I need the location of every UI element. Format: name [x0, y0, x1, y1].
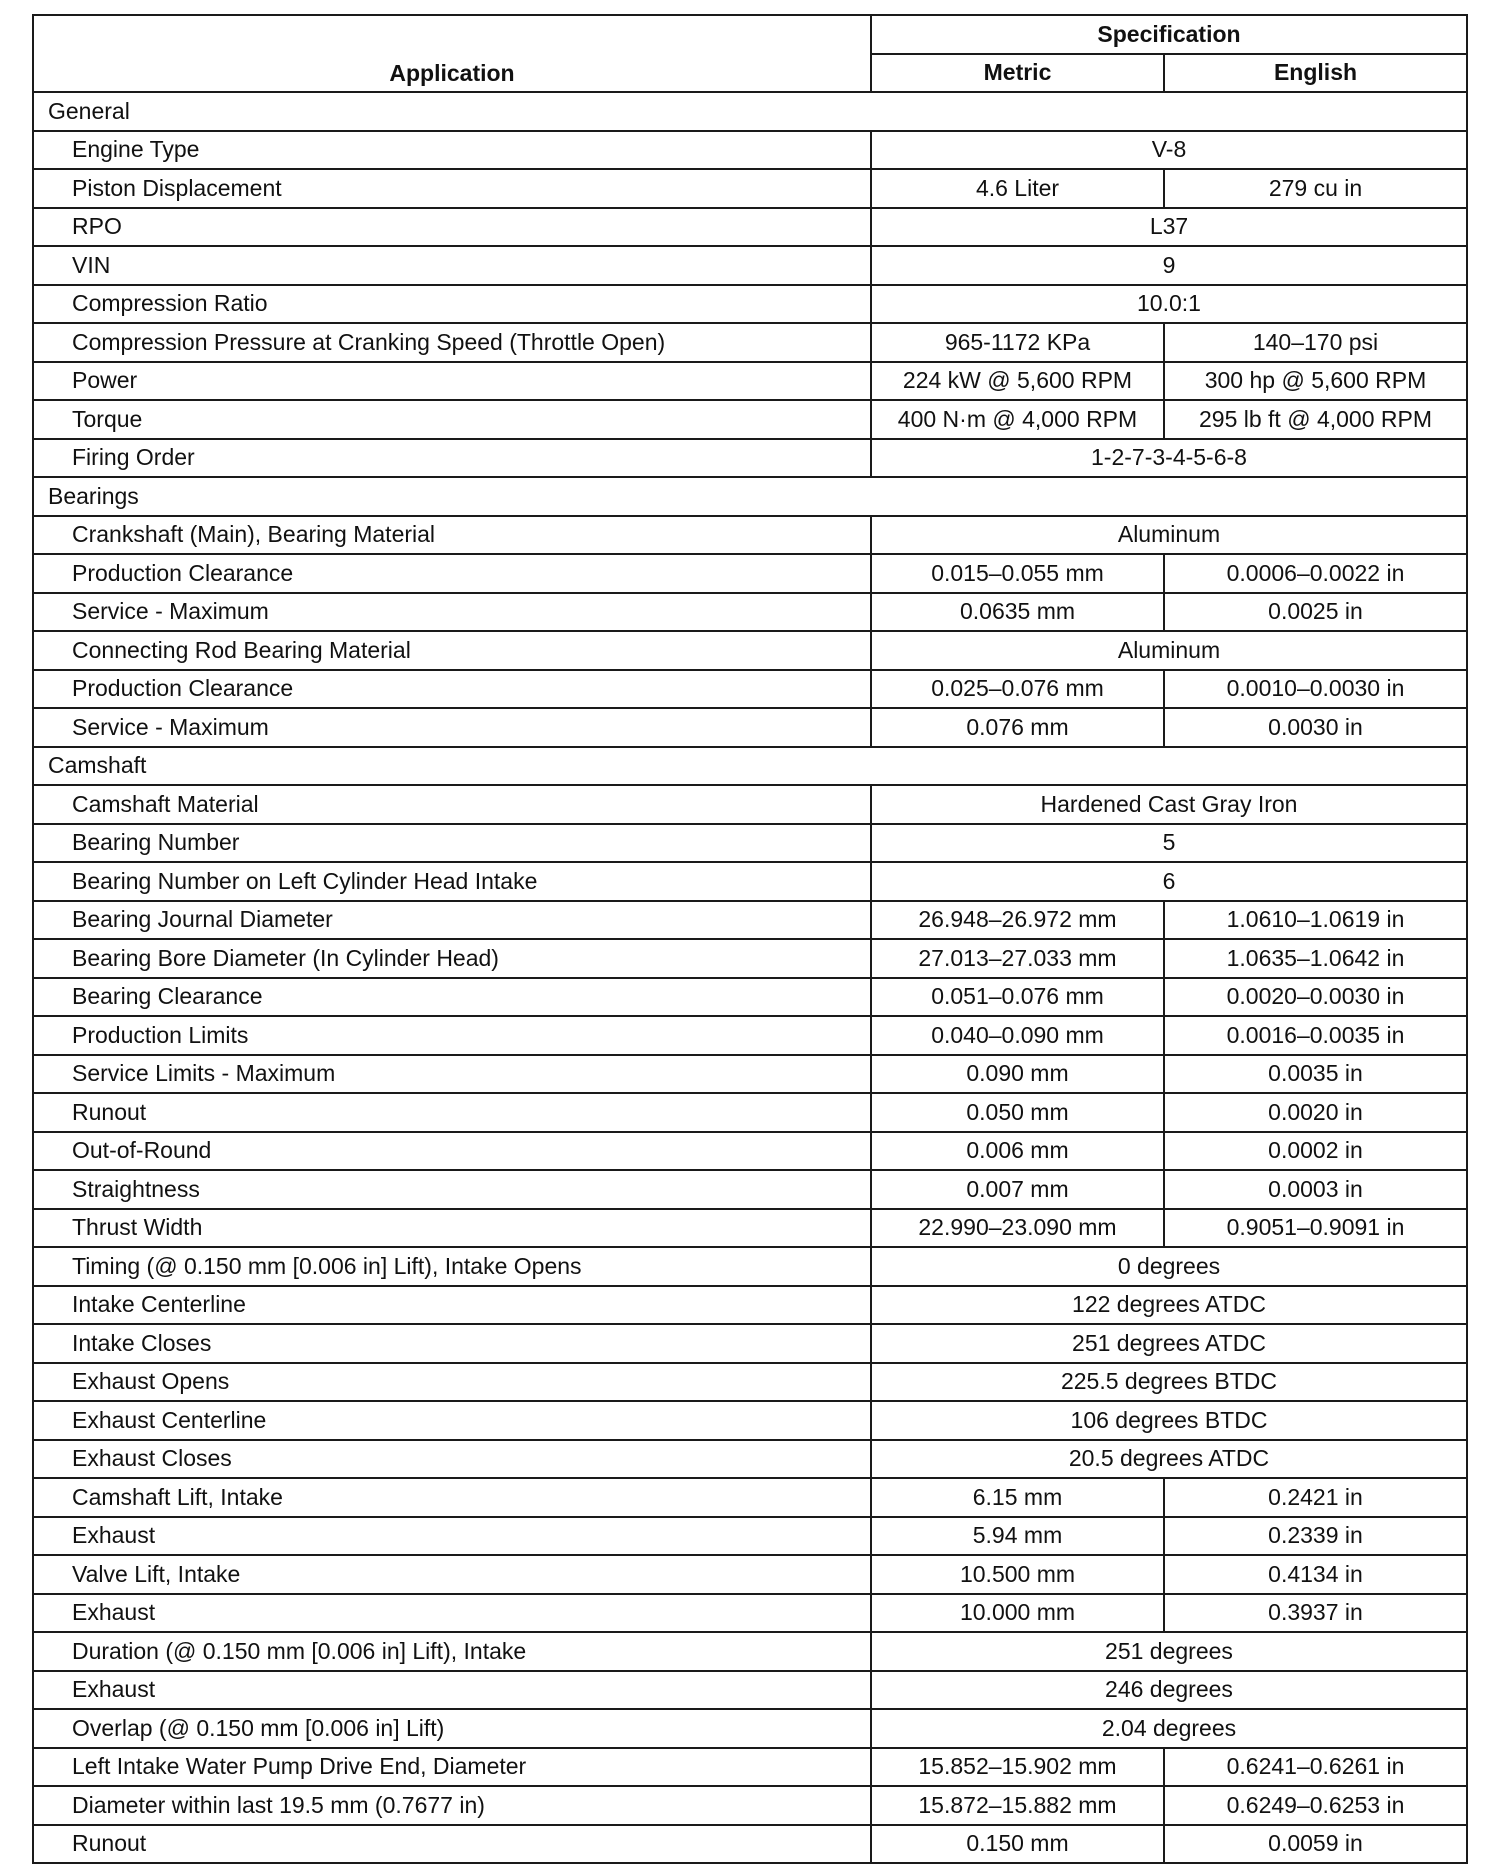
english-cell: 0.2421 in: [1164, 1478, 1467, 1517]
application-cell: Overlap (@ 0.150 mm [0.006 in] Lift): [33, 1709, 871, 1748]
metric-cell: 400 N·m @ 4,000 RPM: [871, 400, 1164, 439]
table-row: [33, 1363, 1467, 1402]
specification-cell: Aluminum: [871, 631, 1467, 670]
application-cell: Compression Ratio: [33, 285, 871, 324]
english-cell: 140–170 psi: [1164, 323, 1467, 362]
specification-cell: 0 degrees: [871, 1247, 1467, 1286]
application-cell: Runout: [33, 1825, 871, 1864]
section-row: [33, 477, 1467, 516]
table-row: [33, 1247, 1467, 1286]
application-cell: Production Clearance: [33, 670, 871, 709]
table-row: [33, 1093, 1467, 1132]
table-row: [33, 1209, 1467, 1248]
application-cell: Torque: [33, 400, 871, 439]
application-cell: Crankshaft (Main), Bearing Material: [33, 516, 871, 555]
table-row: [33, 169, 1467, 208]
specification-cell: 251 degrees ATDC: [871, 1324, 1467, 1363]
specification-cell: 251 degrees: [871, 1632, 1467, 1671]
english-header: English: [1164, 54, 1467, 93]
table-row: [33, 901, 1467, 940]
specification-cell: 20.5 degrees ATDC: [871, 1440, 1467, 1479]
application-cell: Connecting Rod Bearing Material: [33, 631, 871, 670]
engine-specification-table: [32, 14, 1468, 1864]
application-cell: Production Clearance: [33, 554, 871, 593]
specification-cell: 122 degrees ATDC: [871, 1286, 1467, 1325]
specification-cell: 5: [871, 824, 1467, 863]
application-cell: Power: [33, 362, 871, 401]
table-row: [33, 1132, 1467, 1171]
table-row: [33, 1748, 1467, 1787]
application-header: Application: [33, 15, 871, 92]
metric-cell: 10.000 mm: [871, 1594, 1164, 1633]
metric-cell: 27.013–27.033 mm: [871, 939, 1164, 978]
application-cell: Left Intake Water Pump Drive End, Diameter: [33, 1748, 871, 1787]
application-cell: Valve Lift, Intake: [33, 1555, 871, 1594]
section-title: Camshaft: [33, 747, 1467, 786]
table-row: [33, 1786, 1467, 1825]
english-cell: 0.0035 in: [1164, 1055, 1467, 1094]
application-cell: Bearing Bore Diameter (In Cylinder Head): [33, 939, 871, 978]
table-row: [33, 400, 1467, 439]
english-cell: 0.6249–0.6253 in: [1164, 1786, 1467, 1825]
metric-cell: 26.948–26.972 mm: [871, 901, 1164, 940]
application-cell: Exhaust Opens: [33, 1363, 871, 1402]
application-cell: Diameter within last 19.5 mm (0.7677 in): [33, 1786, 871, 1825]
application-cell: Thrust Width: [33, 1209, 871, 1248]
specification-cell: 106 degrees BTDC: [871, 1401, 1467, 1440]
english-cell: 0.4134 in: [1164, 1555, 1467, 1594]
application-cell: Exhaust: [33, 1594, 871, 1633]
application-cell: Duration (@ 0.150 mm [0.006 in] Lift), Intake: [33, 1632, 871, 1671]
metric-cell: 0.006 mm: [871, 1132, 1164, 1171]
specification-cell: Hardened Cast Gray Iron: [871, 785, 1467, 824]
application-cell: Service Limits - Maximum: [33, 1055, 871, 1094]
specification-header: Specification: [871, 15, 1467, 54]
english-cell: 1.0610–1.0619 in: [1164, 901, 1467, 940]
table-row: [33, 1286, 1467, 1325]
specification-cell: 225.5 degrees BTDC: [871, 1363, 1467, 1402]
english-cell: 0.0003 in: [1164, 1170, 1467, 1209]
application-cell: Compression Pressure at Cranking Speed (Throttle Open): [33, 323, 871, 362]
table-row: [33, 785, 1467, 824]
metric-cell: 0.051–0.076 mm: [871, 978, 1164, 1017]
metric-cell: 965-1172 KPa: [871, 323, 1164, 362]
section-title: General: [33, 92, 1467, 131]
table-row: [33, 516, 1467, 555]
table-row: [33, 1324, 1467, 1363]
metric-cell: 224 kW @ 5,600 RPM: [871, 362, 1164, 401]
metric-cell: 10.500 mm: [871, 1555, 1164, 1594]
table-row: [33, 824, 1467, 863]
table-row: [33, 1055, 1467, 1094]
application-cell: Bearing Number: [33, 824, 871, 863]
english-cell: 0.0020 in: [1164, 1093, 1467, 1132]
table-row: [33, 862, 1467, 901]
application-cell: Out-of-Round: [33, 1132, 871, 1171]
metric-cell: 22.990–23.090 mm: [871, 1209, 1164, 1248]
table-row: [33, 1594, 1467, 1633]
specification-cell: 246 degrees: [871, 1671, 1467, 1710]
table-row: [33, 1709, 1467, 1748]
table-row: [33, 323, 1467, 362]
table-row: [33, 1632, 1467, 1671]
metric-cell: 0.076 mm: [871, 708, 1164, 747]
application-cell: Engine Type: [33, 131, 871, 170]
section-row: [33, 747, 1467, 786]
table-row: [33, 1016, 1467, 1055]
table-row: [33, 1401, 1467, 1440]
table-row: [33, 208, 1467, 247]
english-cell: 1.0635–1.0642 in: [1164, 939, 1467, 978]
application-cell: Production Limits: [33, 1016, 871, 1055]
english-cell: 0.0030 in: [1164, 708, 1467, 747]
application-cell: Bearing Number on Left Cylinder Head Intake: [33, 862, 871, 901]
table-row: [33, 1170, 1467, 1209]
table-header: [33, 15, 1467, 92]
english-cell: 279 cu in: [1164, 169, 1467, 208]
metric-cell: 5.94 mm: [871, 1517, 1164, 1556]
application-cell: Service - Maximum: [33, 708, 871, 747]
metric-cell: 0.007 mm: [871, 1170, 1164, 1209]
table-row: [33, 362, 1467, 401]
metric-header: Metric: [871, 54, 1164, 93]
english-cell: 0.0006–0.0022 in: [1164, 554, 1467, 593]
english-cell: 0.0059 in: [1164, 1825, 1467, 1864]
application-cell: VIN: [33, 246, 871, 285]
metric-cell: 0.090 mm: [871, 1055, 1164, 1094]
english-cell: 0.0016–0.0035 in: [1164, 1016, 1467, 1055]
english-cell: 0.0025 in: [1164, 593, 1467, 632]
application-cell: Timing (@ 0.150 mm [0.006 in] Lift), Intake Opens: [33, 1247, 871, 1286]
application-cell: Service - Maximum: [33, 593, 871, 632]
table-row: [33, 1440, 1467, 1479]
specification-cell: 10.0:1: [871, 285, 1467, 324]
table-row: [33, 670, 1467, 709]
table-row: [33, 1517, 1467, 1556]
header-row: [33, 15, 1467, 54]
specification-cell: 9: [871, 246, 1467, 285]
metric-cell: 0.040–0.090 mm: [871, 1016, 1164, 1055]
english-cell: 0.2339 in: [1164, 1517, 1467, 1556]
table-row: [33, 131, 1467, 170]
application-cell: Camshaft Material: [33, 785, 871, 824]
english-cell: 0.6241–0.6261 in: [1164, 1748, 1467, 1787]
application-cell: Bearing Clearance: [33, 978, 871, 1017]
table-row: [33, 285, 1467, 324]
table-row: [33, 1825, 1467, 1864]
table-row: [33, 708, 1467, 747]
table-row: [33, 978, 1467, 1017]
metric-cell: 0.150 mm: [871, 1825, 1164, 1864]
english-cell: 295 lb ft @ 4,000 RPM: [1164, 400, 1467, 439]
specification-cell: Aluminum: [871, 516, 1467, 555]
table-row: [33, 1478, 1467, 1517]
metric-cell: 15.852–15.902 mm: [871, 1748, 1164, 1787]
metric-cell: 0.050 mm: [871, 1093, 1164, 1132]
table-row: [33, 939, 1467, 978]
application-cell: Runout: [33, 1093, 871, 1132]
metric-cell: 6.15 mm: [871, 1478, 1164, 1517]
english-cell: 0.9051–0.9091 in: [1164, 1209, 1467, 1248]
specification-cell: 1-2-7-3-4-5-6-8: [871, 439, 1467, 478]
section-row: [33, 92, 1467, 131]
application-cell: Exhaust: [33, 1517, 871, 1556]
english-cell: 300 hp @ 5,600 RPM: [1164, 362, 1467, 401]
section-title: Bearings: [33, 477, 1467, 516]
application-cell: Straightness: [33, 1170, 871, 1209]
specification-cell: 2.04 degrees: [871, 1709, 1467, 1748]
english-cell: 0.3937 in: [1164, 1594, 1467, 1633]
table-row: [33, 439, 1467, 478]
table-row: [33, 593, 1467, 632]
english-cell: 0.0002 in: [1164, 1132, 1467, 1171]
application-cell: Exhaust Closes: [33, 1440, 871, 1479]
table-row: [33, 631, 1467, 670]
table-row: [33, 246, 1467, 285]
table-row: [33, 1671, 1467, 1710]
application-cell: Intake Centerline: [33, 1286, 871, 1325]
metric-cell: 4.6 Liter: [871, 169, 1164, 208]
application-cell: Intake Closes: [33, 1324, 871, 1363]
table-row: [33, 1555, 1467, 1594]
metric-cell: 15.872–15.882 mm: [871, 1786, 1164, 1825]
application-cell: Piston Displacement: [33, 169, 871, 208]
application-cell: Camshaft Lift, Intake: [33, 1478, 871, 1517]
application-cell: Exhaust Centerline: [33, 1401, 871, 1440]
application-cell: RPO: [33, 208, 871, 247]
application-cell: Bearing Journal Diameter: [33, 901, 871, 940]
english-cell: 0.0010–0.0030 in: [1164, 670, 1467, 709]
application-cell: Firing Order: [33, 439, 871, 478]
specification-cell: 6: [871, 862, 1467, 901]
english-cell: 0.0020–0.0030 in: [1164, 978, 1467, 1017]
application-cell: Exhaust: [33, 1671, 871, 1710]
table-body: [33, 92, 1467, 1863]
metric-cell: 0.0635 mm: [871, 593, 1164, 632]
metric-cell: 0.015–0.055 mm: [871, 554, 1164, 593]
table-row: [33, 554, 1467, 593]
specification-cell: V-8: [871, 131, 1467, 170]
specification-cell: L37: [871, 208, 1467, 247]
metric-cell: 0.025–0.076 mm: [871, 670, 1164, 709]
